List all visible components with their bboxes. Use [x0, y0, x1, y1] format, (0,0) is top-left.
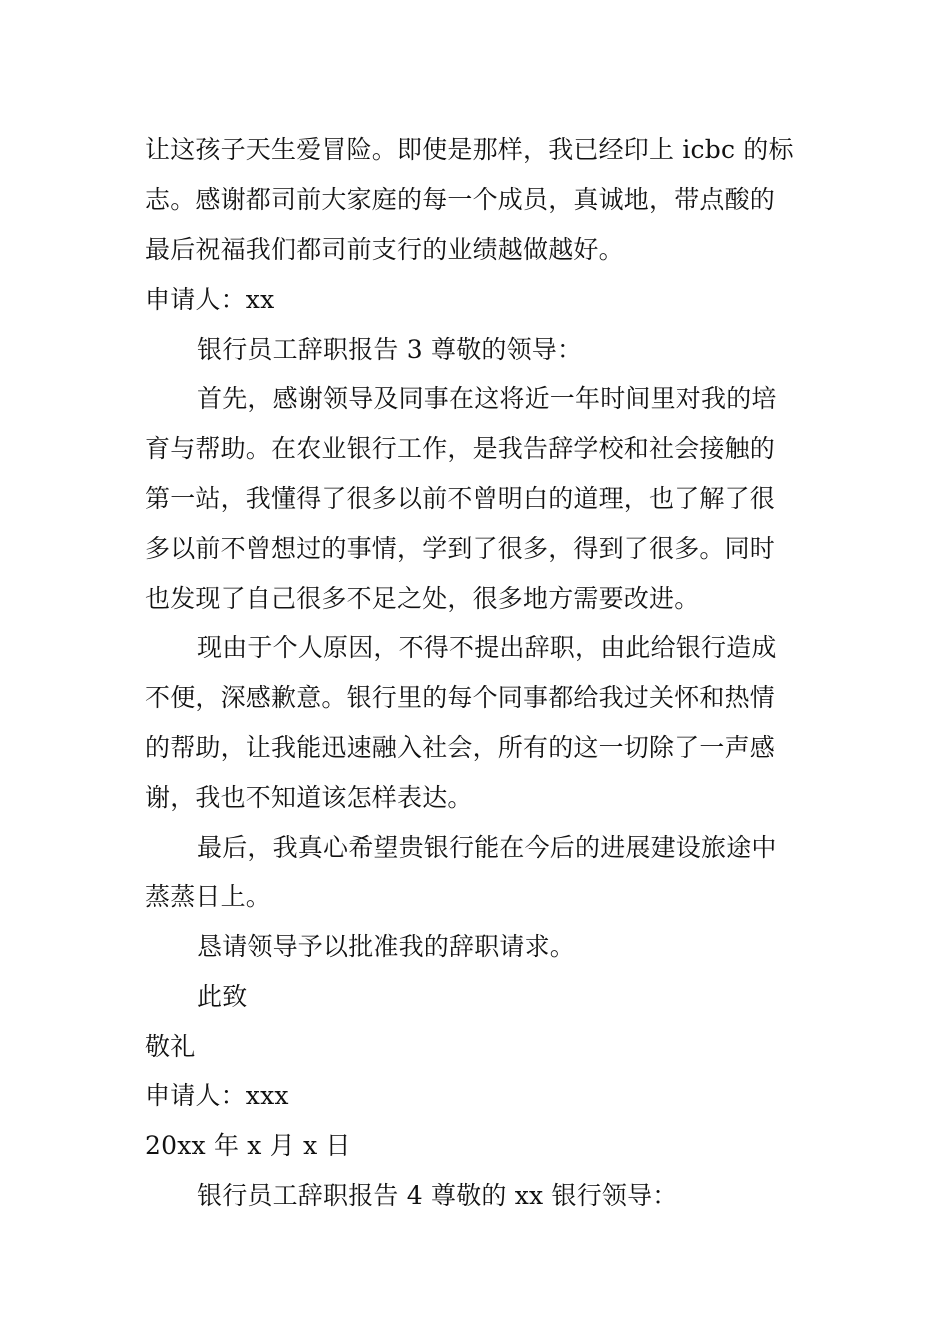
paragraph-line: 恳请领导予以批准我的辞职请求。: [197, 932, 576, 961]
paragraph-line: 首先，感谢领导及同事在这将近一年时间里对我的培: [197, 384, 777, 413]
closing-line: 此致: [197, 982, 248, 1011]
section-heading: 银行员工辞职报告 3 尊敬的领导：: [197, 335, 583, 364]
paragraph-line: 志。感谢都司前大家庭的每一个成员，真诚地，带点酸的: [145, 185, 776, 214]
section-heading: 银行员工辞职报告 4 尊敬的 xx 银行领导：: [197, 1181, 678, 1210]
paragraph-line: 也发现了自己很多不足之处，很多地方需要改进。: [145, 584, 700, 613]
paragraph-line: 第一站，我懂得了很多以前不曾明白的道理，也了解了很: [145, 484, 776, 513]
date-line: 20xx 年 x 月 x 日: [145, 1131, 351, 1160]
signature-line: 申请人：xx: [145, 285, 275, 314]
paragraph-line: 现由于个人原因，不得不提出辞职，由此给银行造成: [197, 633, 777, 662]
paragraph-line: 最后祝福我们都司前支行的业绩越做越好。: [145, 235, 624, 264]
paragraph-line: 蒸蒸日上。: [145, 882, 272, 911]
paragraph-line: 最后，我真心希望贵银行能在今后的进展建设旅途中: [197, 833, 777, 862]
signature-line: 申请人：xxx: [145, 1081, 289, 1110]
paragraph-line: 不便，深感歉意。银行里的每个同事都给我过关怀和热情: [145, 683, 776, 712]
paragraph-line: 让这孩子天生爱冒险。即使是那样，我已经印上 icbc 的标: [145, 135, 794, 164]
paragraph-line: 多以前不曾想过的事情，学到了很多，得到了很多。同时: [145, 534, 776, 563]
paragraph-line: 的帮助，让我能迅速融入社会，所有的这一切除了一声感: [145, 733, 776, 762]
paragraph-line: 谢，我也不知道该怎样表达。: [145, 783, 473, 812]
closing-line: 敬礼: [145, 1032, 196, 1061]
paragraph-line: 育与帮助。在农业银行工作，是我告辞学校和社会接触的: [145, 434, 776, 463]
